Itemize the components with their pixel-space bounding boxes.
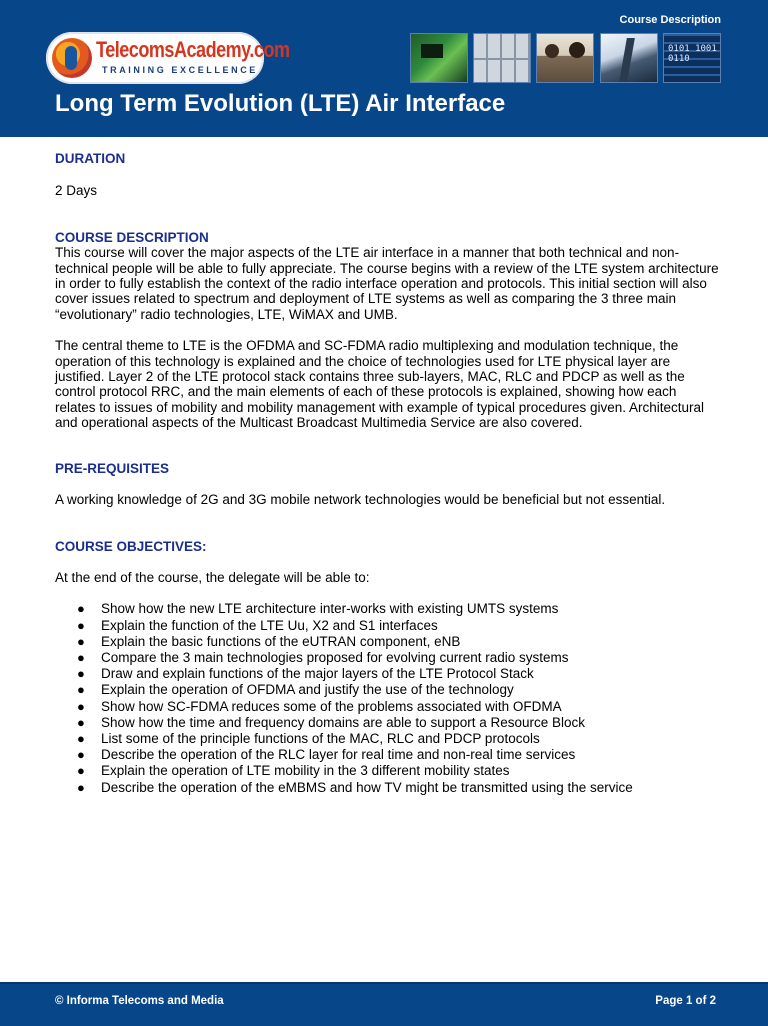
list-item: ● Explain the function of the LTE Uu, X2 and S1 interfaces bbox=[77, 617, 438, 633]
list-item: ● Describe the operation of the RLC layer for real time and non-real time services bbox=[77, 747, 576, 763]
bullet-icon: ● bbox=[77, 682, 85, 698]
bullet-icon: ● bbox=[77, 601, 85, 617]
bullet-icon: ● bbox=[77, 633, 85, 649]
list-item: ● Show how the new LTE architecture inter-works with existing UMTS systems bbox=[77, 601, 559, 617]
list-item: ● Draw and explain functions of the major layers of the LTE Protocol Stack bbox=[77, 666, 534, 682]
document-type-label: Course Description bbox=[619, 14, 721, 26]
list-item: ● Explain the basic functions of the eUTRAN component, eNB bbox=[77, 633, 461, 649]
bullet-icon: ● bbox=[77, 698, 85, 714]
course-description-paragraph: This course will cover the major aspects of the LTE air interface in a manner that both technical and non-technical people will be able to fully appreciate. The course begins with a review of the LTE system architecture in order to fully establish the context of the radio interface operation and protocols. This initial section will also cover issues related to spectrum and deployment of LTE systems as well as comparing the 3 three main “evolutionary” radio technologies, LTE, WiMAX and UMB. bbox=[55, 245, 719, 322]
list-item: ● Compare the 3 main technologies proposed for evolving current radio systems bbox=[77, 649, 569, 665]
prerequisites-text: A working knowledge of 2G and 3G mobile network technologies would be beneficial but not essential. bbox=[55, 492, 666, 508]
header-image-strip bbox=[410, 33, 722, 83]
antenna-tower-image bbox=[600, 33, 658, 83]
list-item: ● List some of the principle functions of the MAC, RLC and PDCP protocols bbox=[77, 730, 540, 746]
course-description-paragraph: The central theme to LTE is the OFDMA and SC-FDMA radio multiplexing and modulation technique, the operation of this technology is explained and the choice of technologies used for LTE physical layer are justified. Layer 2 of the LTE protocol stack contains three sub-layers, MAC, RLC and PDCP as well as the control protocol RRC, and the main elements of each of these protocols is explained, showing how each relates to issues of mobility and mobility management with example of typical procedures given. Architectural and operational aspects of the Multicast Broadcast Multimedia Service are also covered. bbox=[55, 338, 705, 431]
list-item: ● Explain the operation of OFDMA and justify the use of the technology bbox=[77, 682, 514, 698]
bullet-icon: ● bbox=[77, 649, 85, 665]
course-objectives-heading: COURSE OBJECTIVES: bbox=[55, 538, 207, 554]
list-item: ● Show how the time and frequency domains are able to support a Resource Block bbox=[77, 714, 586, 730]
logo-mark-icon bbox=[52, 38, 92, 78]
document-body bbox=[55, 150, 720, 796]
binary-code-image bbox=[663, 33, 721, 83]
logo-name: TelecomsAcademy.com bbox=[96, 37, 290, 62]
bullet-icon: ● bbox=[77, 763, 85, 779]
bullet-icon: ● bbox=[77, 617, 85, 633]
bullet-icon: ● bbox=[77, 779, 85, 795]
list-item: ● Explain the operation of LTE mobility in the 3 different mobility states bbox=[77, 763, 510, 779]
list-item: ● Show how SC-FDMA reduces some of the problems associated with OFDMA bbox=[77, 698, 562, 714]
course-description-heading: COURSE DESCRIPTION bbox=[55, 229, 209, 245]
bullet-icon: ● bbox=[77, 714, 85, 730]
logo-tagline: TRAINING EXCELLENCE bbox=[102, 65, 258, 75]
bullet-icon: ● bbox=[77, 666, 85, 682]
duration-value: 2 Days bbox=[55, 183, 98, 199]
bullet-icon: ● bbox=[77, 730, 85, 746]
keyboard-image bbox=[473, 33, 531, 83]
objectives-list bbox=[55, 601, 720, 795]
bullet-icon: ● bbox=[77, 747, 85, 763]
list-item: ● Describe the operation of the eMBMS and how TV might be transmitted using the service bbox=[77, 779, 633, 795]
classroom-image bbox=[536, 33, 594, 83]
page-footer bbox=[0, 982, 768, 1026]
page-number: Page 1 of 2 bbox=[655, 995, 716, 1007]
page-title: Long Term Evolution (LTE) Air Interface bbox=[55, 90, 506, 117]
duration-heading: DURATION bbox=[55, 151, 126, 166]
page-header bbox=[0, 0, 768, 137]
telecoms-academy-logo bbox=[46, 32, 290, 84]
course-objectives-intro: At the end of the course, the delegate will be able to: bbox=[55, 569, 370, 585]
circuit-board-image bbox=[410, 33, 468, 83]
prerequisites-heading: PRE-REQUISITES bbox=[55, 460, 170, 476]
copyright-text: © Informa Telecoms and Media bbox=[55, 995, 224, 1007]
